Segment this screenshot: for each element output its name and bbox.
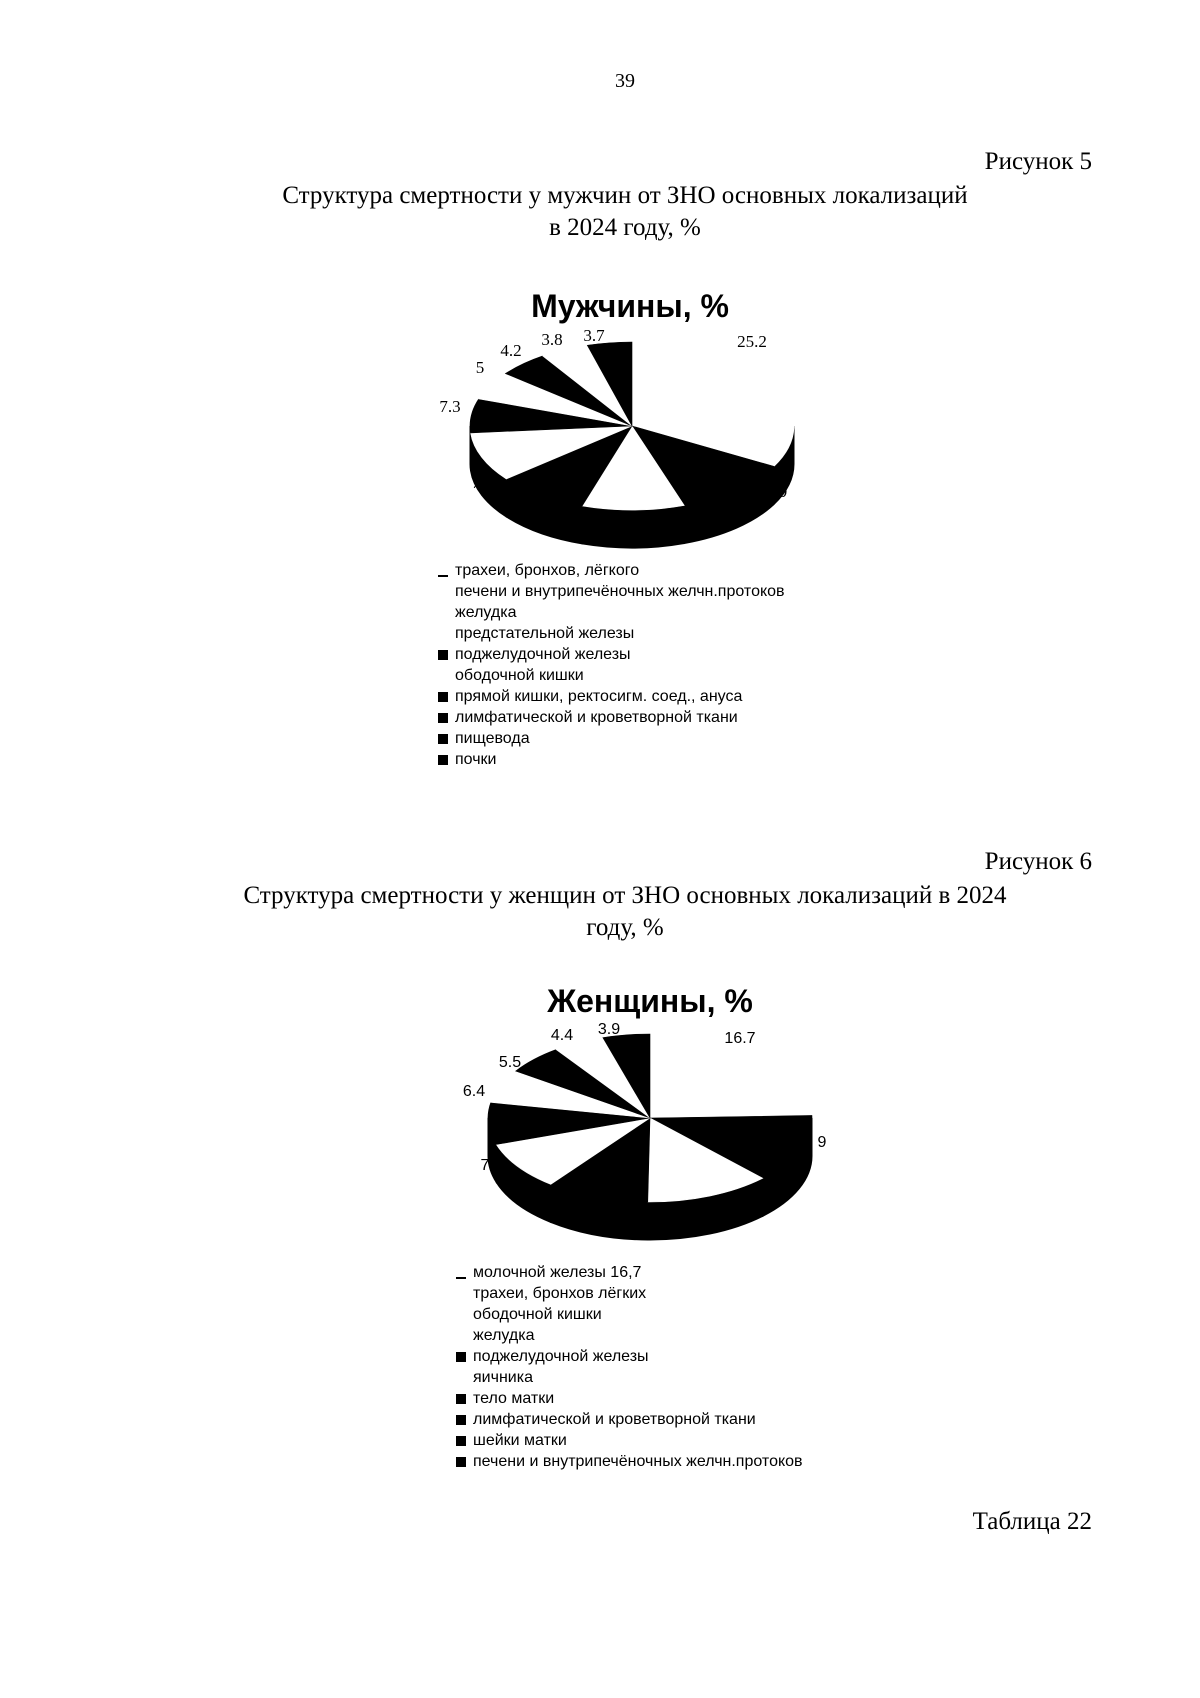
legend-item [456,1388,803,1409]
legend-label: шейки матки [473,1432,567,1449]
data-label-5: 5 [475,358,485,377]
legend-swatch [456,1457,466,1467]
data-label-1: 9 [778,482,788,501]
legend-item [438,560,785,581]
legend-label: пищевода [455,730,530,747]
chart-title: Женщины, % [547,983,753,1019]
legend-label: трахеи, бронхов лёгких [473,1285,647,1302]
legend-item [456,1325,803,1346]
legend-item [456,1346,803,1367]
legend-label: ободочной кишки [473,1306,602,1323]
legend-swatch [456,1277,466,1279]
legend-item [456,1367,803,1388]
legend-item [438,665,785,686]
legend-swatch [456,1394,466,1404]
data-label-7: 3.9 [597,1021,621,1038]
legend-swatch [456,1352,466,1362]
data-label-3: 7 [471,473,481,492]
legend-item [456,1283,803,1304]
legend-label: молочной железы 16,7 [473,1264,642,1281]
figure-5-label: Рисунок 5 [984,148,1092,175]
legend-swatch [456,1310,466,1320]
legend-swatch [438,692,448,702]
legend-label: печени и внутрипечёночных желчн.протоков [473,1453,803,1470]
legend-label: лимфатической и кроветворной ткани [455,709,738,726]
data-label-0: 25.2 [737,332,767,351]
legend-label: тело матки [473,1390,555,1407]
legend-item [438,644,785,665]
legend-swatch [456,1331,466,1341]
legend-label: ободочной кишки [455,667,584,684]
data-label-6: 4.2 [500,341,522,360]
legend-item [438,728,785,749]
page-number: 39 [615,70,635,92]
legend-label: яичника [473,1369,533,1386]
male-chart-legend [438,560,785,770]
legend-item [456,1430,803,1451]
legend-swatch [438,734,448,744]
legend-label: прямой кишки, ректосигм. соед., ануса [455,688,743,705]
legend-item [438,581,785,602]
legend-label: почки [455,751,497,768]
legend-swatch [456,1436,466,1446]
data-label-3: 7 [480,1157,490,1174]
legend-swatch [438,755,448,765]
pie-side-2 [582,505,684,548]
figure-6-label: Рисунок 6 [984,848,1092,875]
legend-item [456,1409,803,1430]
figure-6-caption-line2: году, % [586,914,664,941]
legend-label: желудка [473,1327,535,1344]
data-label-7: 3.8 [541,330,563,349]
table-label: Таблица 22 [972,1508,1092,1535]
legend-label: печени и внутрипечёночных желчн.протоков [455,583,785,600]
legend-item [438,623,785,644]
legend-label: поджелудочной железы [455,646,631,663]
figure-6-caption-line1: Структура смертности у женщин от ЗНО основных локализаций в 2024 [243,882,1007,909]
data-label-4: 6.4 [462,1083,486,1100]
figure-5-caption-line2: в 2024 году, % [549,214,701,241]
legend-label: желудка [455,604,517,621]
legend-item [438,686,785,707]
legend-label: лимфатической и кроветворной ткани [473,1411,756,1428]
legend-item [456,1262,803,1283]
legend-item [438,707,785,728]
legend-label: трахеи, бронхов, лёгкого [455,562,640,579]
data-label-1: 9 [817,1134,827,1151]
legend-item [438,602,785,623]
legend-swatch [438,608,448,618]
pie-chart-0 [439,288,794,548]
legend-swatch [456,1373,466,1383]
pie-chart-1 [463,983,827,1240]
legend-swatch [438,671,448,681]
legend-label: предстательной железы [455,625,635,642]
data-label-0: 16.7 [724,1030,756,1047]
legend-swatch [456,1415,466,1425]
legend-swatch [438,629,448,639]
legend-swatch [438,650,448,660]
legend-item [438,749,785,770]
legend-item [456,1451,803,1472]
legend-swatch [456,1289,466,1299]
female-chart-legend [456,1262,803,1472]
legend-swatch [438,713,448,723]
legend-swatch [438,575,448,577]
data-label-5: 5.5 [498,1054,522,1071]
data-label-8: 3.7 [583,326,605,345]
legend-label: поджелудочной железы [473,1348,649,1365]
data-label-4: 7.3 [439,397,461,416]
legend-swatch [438,587,448,597]
data-label-6: 4.4 [550,1027,574,1044]
figure-5-caption-line1: Структура смертности у мужчин от ЗНО основных локализаций [282,182,968,209]
chart-title: Мужчины, % [531,288,729,324]
legend-item [456,1304,803,1325]
